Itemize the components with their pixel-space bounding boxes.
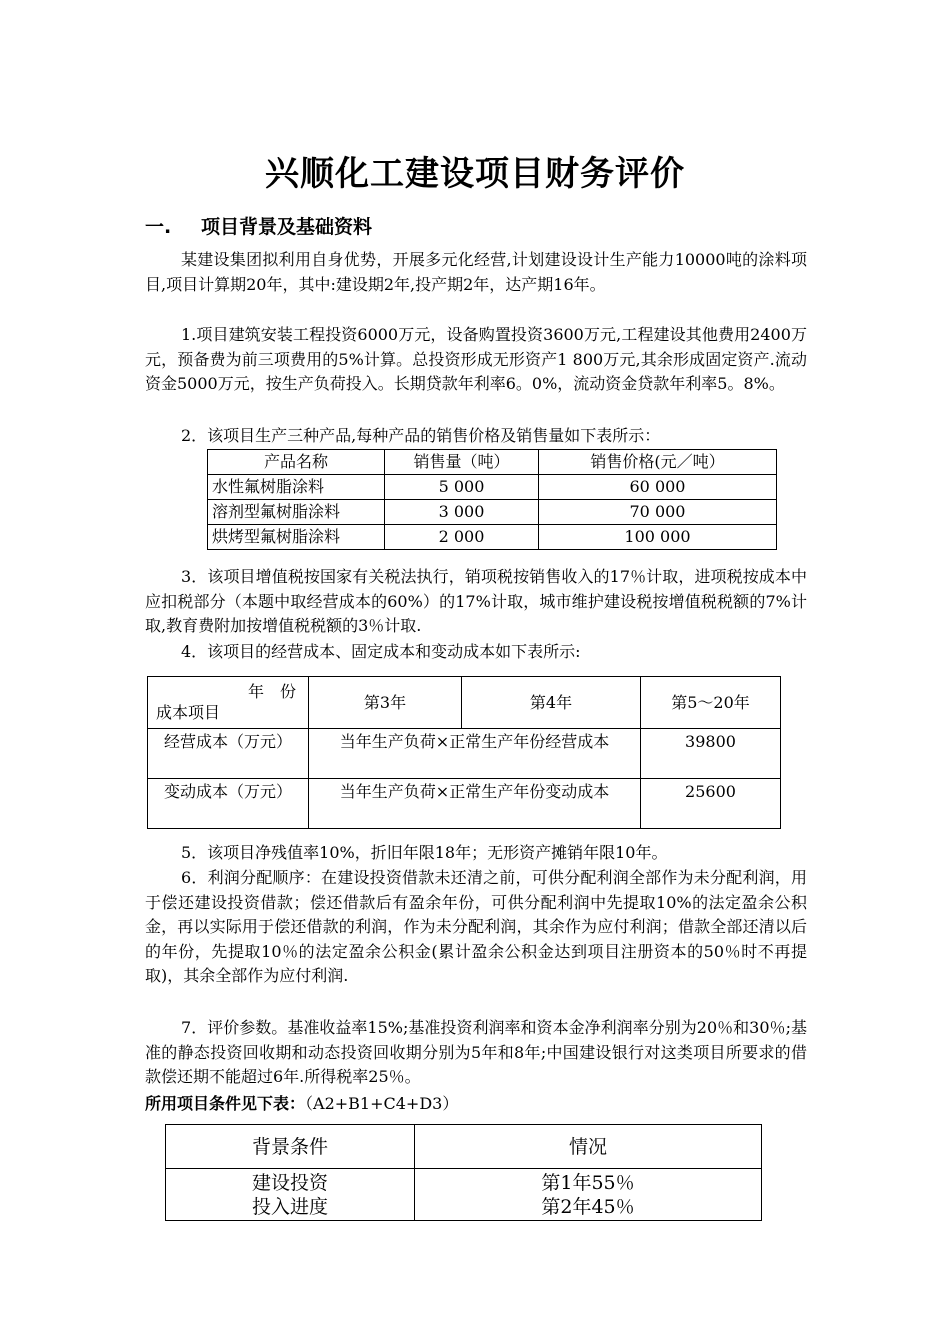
product-price: 70 000 (539, 500, 777, 525)
product-price: 100 000 (539, 525, 777, 550)
cost-value: 25600 (641, 779, 781, 829)
cost-value: 39800 (641, 729, 781, 779)
table-header-cell: 第5～20年 (641, 677, 781, 729)
product-name: 溶剂型氟树脂涂料 (208, 500, 385, 525)
cost-label: 经营成本（万元） (148, 729, 309, 779)
conditions-line (145, 1092, 807, 1117)
corner-cell (148, 677, 309, 729)
paragraph-1: 1.项目建筑安装工程投资6000万元，设备购置投资3600万元,工程建设其他费用2400万元，预备费为前三项费用的5%计算。总投资形成无形资产1 800万元,其余形成固定资产.流动资金5000万元，按生产负荷投入。长期贷款年利率6。0%，流动资金贷款年利率5。8%。 (145, 325, 807, 393)
condition-label-line: 建设投资 (251, 1171, 328, 1194)
table-row (208, 525, 777, 550)
conditions-label: 所用项目条件见下表： (145, 1094, 306, 1113)
section-number: 一. (145, 216, 172, 238)
condition-label-line: 投入进度 (251, 1195, 328, 1218)
section-heading (145, 212, 372, 239)
table-row (148, 779, 781, 829)
table-row (208, 475, 777, 500)
product-name: 烘烤型氟树脂涂料 (208, 525, 385, 550)
conditions-table (165, 1124, 762, 1221)
product-table (207, 449, 777, 550)
table-header-cell: 背景条件 (166, 1125, 415, 1169)
condition-value (415, 1169, 762, 1221)
product-price: 60 000 (539, 475, 777, 500)
corner-year-label: 年 份 (247, 682, 296, 701)
paragraph-5: 5．该项目净残值率10%，折旧年限18年；无形资产摊销年限10年。 (181, 843, 668, 862)
table-header-row (148, 677, 781, 729)
table-header-cell: 情况 (415, 1125, 762, 1169)
product-qty: 3 000 (385, 500, 539, 525)
table-row (148, 729, 781, 779)
table-header-row (208, 450, 777, 475)
conditions-code: （A2+B1+C4+D3） (305, 1094, 459, 1113)
paragraph-7: 7．评价参数。基准收益率15%;基准投资利润率和资本金净利润率分别为20％和30％;基准的静态投资回收期和动态投资回收期分别为5年和8年;中国建设银行对这类项目所要求的借款偿还期不能超过6年.所得税率25％。 (145, 1018, 807, 1086)
corner-item-label: 成本项目 (156, 703, 221, 722)
paragraph-3: 3．该项目增值税按国家有关税法执行，销项税按销售收入的17％计取，进项税按成本中应扣税部分（本题中取经营成本的60%）的17%计取，城市维护建设税按增值税税额的7%计取,教育费附加按增值税税额的3％计取. (145, 567, 807, 635)
cost-table (147, 676, 781, 829)
cost-formula: 当年生产负荷×正常生产年份经营成本 (309, 729, 641, 779)
paragraph-2: 2．该项目生产三种产品,每种产品的销售价格及销售量如下表所示： (181, 426, 661, 445)
paragraph-6: 6．利润分配顺序：在建设投资借款未还清之前，可供分配利润全部作为未分配利润，用于偿还建设投资借款；偿还借款后有盈余年份，可供分配利润中先提取10%的法定盈余公积金，再以实际用于偿还借款的利润，作为未分配利润，其余作为应付利润；借款全部还清以后的年份，先提取10％的法定盈余公积金(累计盈余公积金达到项目注册资本的50％时不再提取)，其余全部作为应付利润. (145, 868, 807, 985)
table-header-cell: 销售价格(元／吨） (539, 450, 777, 475)
condition-label (166, 1169, 415, 1221)
document-title: 兴顺化工建设项目财务评价 (265, 154, 685, 194)
condition-value-line: 第2年45％ (541, 1195, 635, 1218)
table-header-cell: 第3年 (309, 677, 462, 729)
section-title: 项目背景及基础资料 (201, 216, 373, 238)
table-row (208, 500, 777, 525)
table-header-cell: 产品名称 (208, 450, 385, 475)
intro-paragraph: 某建设集团拟利用自身优势，开展多元化经营,计划建设设计生产能力10000吨的涂料项目,项目计算期20年，其中:建设期2年,投产期2年，达产期16年。 (145, 250, 807, 294)
cost-formula: 当年生产负荷×正常生产年份变动成本 (309, 779, 641, 829)
product-qty: 2 000 (385, 525, 539, 550)
table-header-cell: 销售量（吨） (385, 450, 539, 475)
product-qty: 5 000 (385, 475, 539, 500)
cost-label: 变动成本（万元） (148, 779, 309, 829)
table-header-row (166, 1125, 762, 1169)
condition-value-line: 第1年55％ (541, 1171, 635, 1194)
product-name: 水性氟树脂涂料 (208, 475, 385, 500)
table-header-cell: 第4年 (462, 677, 641, 729)
paragraph-4: 4．该项目的经营成本、固定成本和变动成本如下表所示: (181, 642, 581, 661)
table-row (166, 1169, 762, 1221)
